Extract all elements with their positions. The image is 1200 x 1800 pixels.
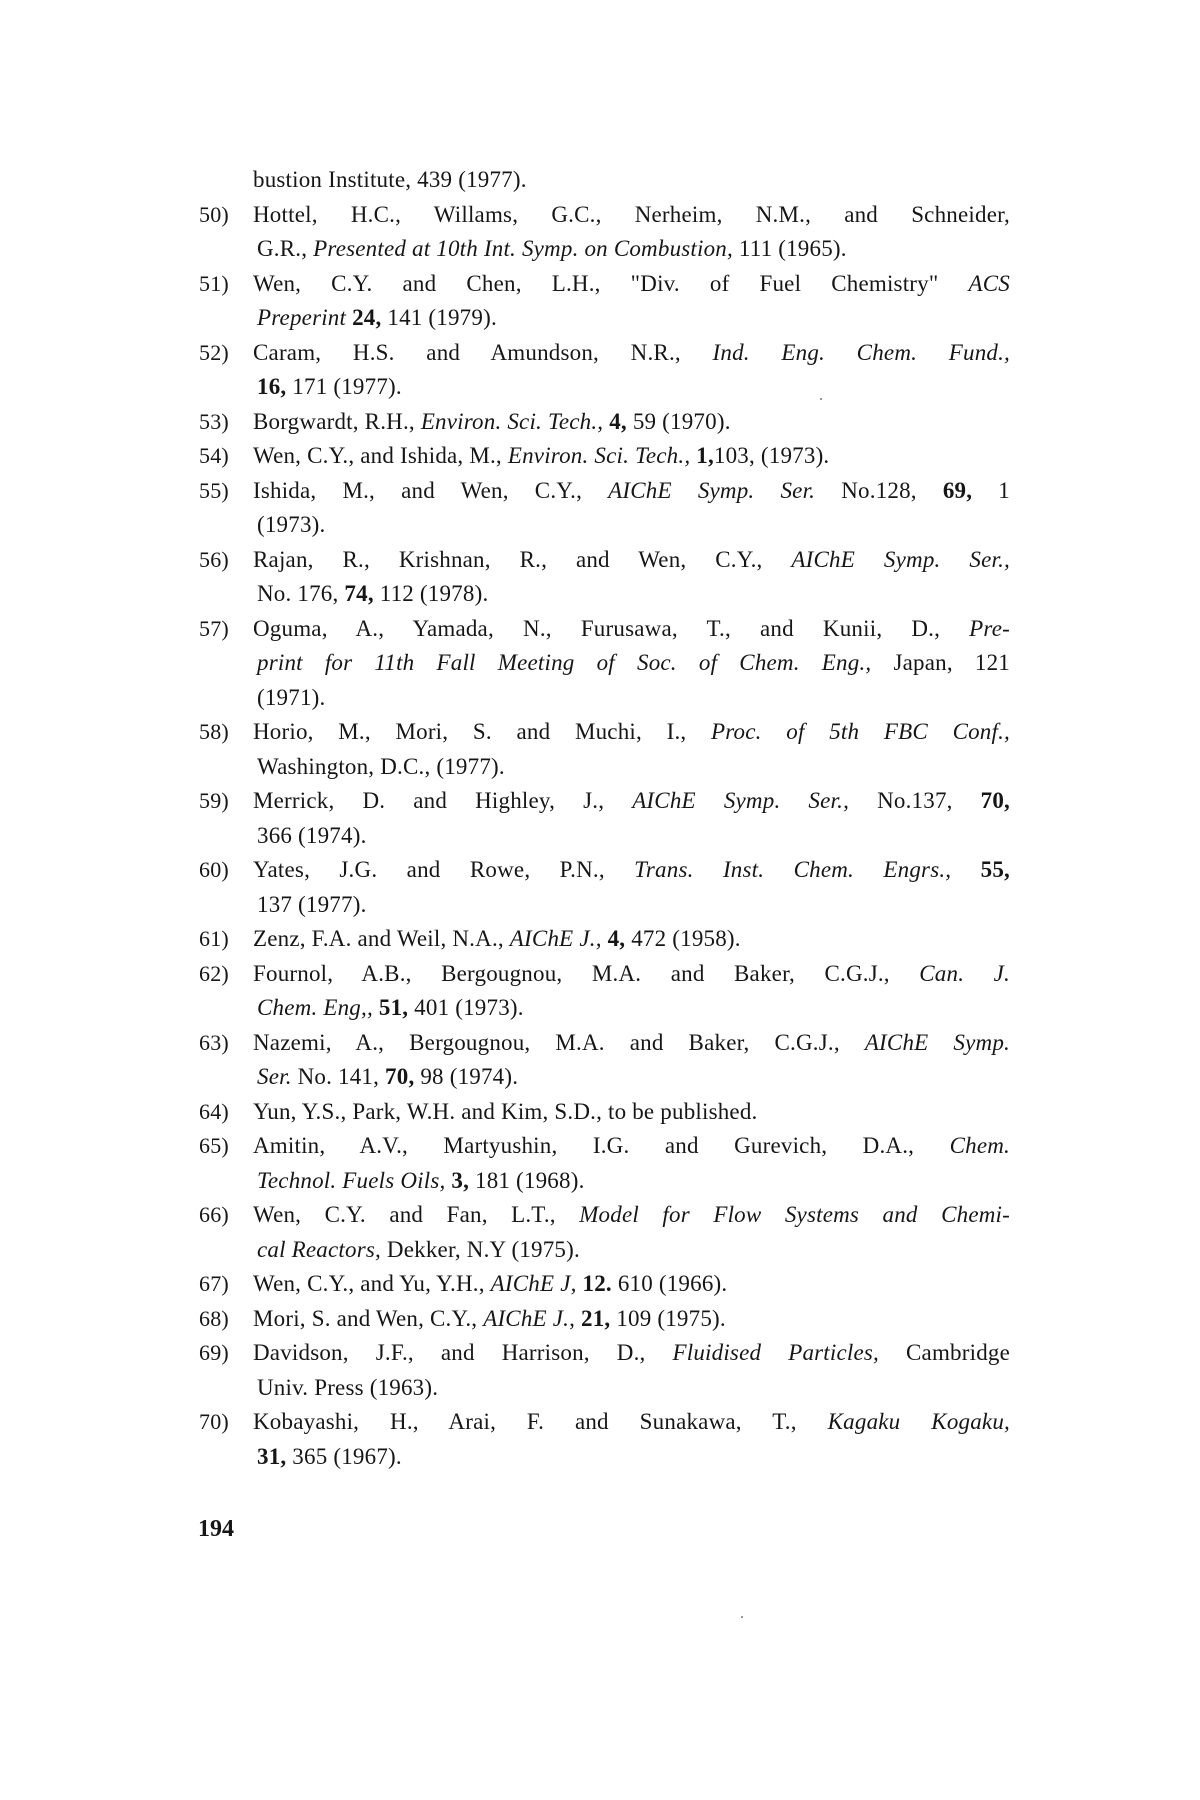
reference-italic-text: Technol. Fuels Oils, <box>257 1167 446 1193</box>
reference-entry <box>199 439 1010 474</box>
reference-text: Washington, D.C., (1977). <box>257 753 505 779</box>
reference-number: 52) <box>199 339 229 365</box>
reference-italic-text: Presented at 10th Int. Symp. on Combustion, <box>313 236 733 261</box>
reference-number: 56) <box>199 546 229 572</box>
reference-volume: 31, <box>257 1443 287 1469</box>
reference-italic-text: AIChE J, <box>490 1271 577 1296</box>
reference-line <box>253 370 1010 405</box>
reference-italic-text: Ser. <box>257 1064 292 1089</box>
reference-entry <box>253 163 1010 198</box>
reference-italic-text: AIChE Symp. Ser., <box>791 546 1010 572</box>
reference-italic-text: Trans. Inst. Chem. Engrs., <box>634 857 952 882</box>
reference-text: (1973). <box>257 512 326 537</box>
reference-line <box>253 819 1010 854</box>
reference-text: Wen, C.Y., and Ishida, M., <box>253 443 508 468</box>
reference-volume: 16, <box>257 374 287 399</box>
reference-entry <box>199 1198 1010 1267</box>
reference-italic-text: Ind. Eng. Chem. Fund., <box>712 339 1010 365</box>
reference-volume: 69, <box>942 477 973 503</box>
reference-text: Merrick, D. and Highley, J., <box>253 788 633 813</box>
reference-line <box>199 474 1010 509</box>
reference-text: Borgwardt, R.H., <box>253 408 421 434</box>
reference-number: 55) <box>199 477 229 503</box>
reference-number: 58) <box>199 719 229 744</box>
reference-line <box>199 405 1010 440</box>
reference-line <box>199 1198 1010 1233</box>
reference-text: bustion Institute, 439 (1977). <box>253 167 527 192</box>
reference-line <box>199 336 1010 371</box>
reference-text: (1971). <box>257 684 326 710</box>
reference-line <box>199 1095 1010 1130</box>
reference-line <box>253 1371 1010 1406</box>
reference-text: Caram, H.S. and Amundson, N.R., <box>253 339 713 365</box>
reference-line <box>199 853 1011 888</box>
reference-number: 64) <box>199 1098 229 1124</box>
reference-line <box>253 1060 1010 1095</box>
reference-line <box>253 301 1010 336</box>
reference-italic-text: Chem. <box>949 1133 1010 1158</box>
reference-line <box>199 1267 1010 1302</box>
reference-text: No.128, <box>815 477 943 503</box>
reference-text: Kobayashi, H., Arai, F. and Sunakawa, T., <box>253 1409 828 1434</box>
reference-text: 401 (1973). <box>408 995 524 1020</box>
reference-line <box>199 957 1010 992</box>
reference-entry <box>199 1026 1010 1095</box>
reference-text: Dekker, N.Y (1975). <box>380 1236 580 1262</box>
reference-volume: 4, <box>609 408 627 434</box>
reference-line <box>199 439 1010 474</box>
reference-line <box>253 508 1010 543</box>
reference-text: Rajan, R., Krishnan, R., and Wen, C.Y., <box>253 546 792 572</box>
reference-entry <box>199 922 1010 957</box>
reference-text: 98 (1974). <box>414 1064 519 1089</box>
reference-entry <box>199 1129 1010 1198</box>
reference-number: 69) <box>199 1340 229 1365</box>
reference-text: Japan, 121 <box>871 650 1011 675</box>
reference-line <box>199 267 1010 302</box>
reference-entry <box>199 1267 1010 1302</box>
reference-text: 141 (1979). <box>381 305 497 330</box>
reference-text: 112 (1978). <box>373 581 489 606</box>
reference-italic-text: Preperint <box>257 305 347 330</box>
reference-entry <box>199 543 1010 612</box>
reference-italic-text: print for 11th Fall Meeting of Soc. of Chem. Eng., <box>257 650 872 675</box>
reference-volume: 70, <box>980 788 1010 813</box>
reference-text: No. 141, <box>291 1064 386 1089</box>
reference-number: 66) <box>199 1202 229 1227</box>
reference-line <box>253 750 1010 785</box>
reference-line <box>199 543 1010 578</box>
reference-text: 181 (1968). <box>469 1167 585 1193</box>
reference-text: Mori, S. and Wen, C.Y., <box>253 1305 484 1331</box>
reference-text: Horio, M., Mori, S. and Muchi, I., <box>253 719 712 744</box>
reference-text: Davidson, J.F., and Harrison, D., <box>253 1340 673 1365</box>
reference-text: 610 (1966). <box>611 1271 728 1296</box>
reference-volume: 74, <box>344 581 374 606</box>
reference-entry <box>199 612 1011 716</box>
reference-italic-text: Proc. of 5th FBC Conf., <box>711 719 1010 744</box>
reference-entry <box>199 1336 1010 1405</box>
reference-volume: 4, <box>607 926 626 951</box>
reference-text: 365 (1967). <box>286 1443 402 1469</box>
reference-line <box>199 198 1010 233</box>
reference-line <box>253 991 1010 1026</box>
reference-number: 59) <box>199 788 229 813</box>
reference-line <box>253 681 1010 716</box>
reference-line <box>199 612 1010 647</box>
reference-text: Cambridge <box>878 1340 1010 1365</box>
reference-line <box>199 784 1010 819</box>
reference-line <box>253 1233 1010 1268</box>
reference-line <box>253 888 1010 923</box>
reference-entry <box>199 1405 1010 1474</box>
reference-text: Yates, J.G. and Rowe, P.N., <box>253 857 635 882</box>
reference-line <box>199 1302 1010 1337</box>
reference-volume: 1, <box>696 443 714 468</box>
reference-text: G.R., <box>257 236 314 261</box>
reference-line <box>253 577 1010 612</box>
reference-text: Ishida, M., and Wen, C.Y., <box>253 477 609 503</box>
reference-line <box>253 646 1010 681</box>
reference-volume: 12. <box>582 1271 612 1296</box>
reference-text: 137 (1977). <box>257 891 367 917</box>
reference-text: 1 <box>972 477 1010 503</box>
reference-italic-text: Can. J. <box>919 960 1010 986</box>
reference-entry <box>199 715 1010 784</box>
reference-number: 54) <box>199 443 229 468</box>
reference-text: Wen, C.Y. and Fan, L.T., <box>253 1202 580 1227</box>
reference-line <box>253 1440 1010 1475</box>
reference-italic-text: Pre- <box>969 615 1010 641</box>
reference-italic-text: Environ. Sci. Tech., <box>420 408 604 434</box>
reference-italic-text: AIChE Symp. Ser. <box>608 477 816 503</box>
scan-speck <box>820 398 822 400</box>
reference-italic-text: ACS <box>968 270 1010 296</box>
reference-italic-text: AIChE J., <box>483 1305 576 1331</box>
reference-entry <box>199 198 1010 267</box>
reference-line <box>253 1164 1010 1199</box>
page-number: 194 <box>198 1516 234 1542</box>
reference-entry <box>199 1095 1010 1130</box>
reference-number: 50) <box>199 201 229 227</box>
reference-text: No.137, <box>849 788 981 813</box>
reference-line <box>253 232 1010 267</box>
reference-volume: 70, <box>385 1064 415 1089</box>
reference-text <box>951 857 980 882</box>
reference-text: Univ. Press (1963). <box>257 1374 439 1400</box>
reference-number: 70) <box>199 1409 229 1434</box>
reference-number: 65) <box>199 1133 229 1158</box>
reference-italic-text: Model for Flow Systems and Chemi- <box>579 1202 1010 1227</box>
reference-text: 103, (1973). <box>713 443 830 468</box>
reference-entry <box>199 1302 1010 1337</box>
reference-text: Zenz, F.A. and Weil, N.A., <box>253 926 510 951</box>
reference-number: 53) <box>199 408 229 434</box>
reference-entry <box>199 267 1010 336</box>
reference-line <box>199 1026 1010 1061</box>
reference-entry <box>199 784 1010 853</box>
reference-volume: 51, <box>378 995 409 1020</box>
reference-number: 61) <box>199 926 229 951</box>
reference-text: 171 (1977). <box>286 374 402 399</box>
reference-entry <box>199 405 1010 440</box>
reference-text: Yun, Y.S., Park, W.H. and Kim, S.D., to be published. <box>253 1098 758 1124</box>
reference-volume: 24, <box>352 305 382 330</box>
reference-text: 472 (1958). <box>625 926 741 951</box>
reference-number: 51) <box>199 270 229 296</box>
reference-italic-text: Fluidised Particles, <box>672 1340 879 1365</box>
reference-line <box>199 1129 1010 1164</box>
reference-number: 60) <box>199 857 229 882</box>
reference-text: Hottel, H.C., Willams, G.C., Nerheim, N.M., and Schneider, <box>253 201 1010 227</box>
reference-italic-text: AIChE Symp. Ser., <box>632 788 850 813</box>
reference-line <box>199 1405 1010 1440</box>
reference-entry <box>199 336 1010 405</box>
reference-number: 57) <box>199 615 229 641</box>
reference-line <box>253 163 1010 198</box>
reference-entry <box>199 853 1011 922</box>
reference-volume: 21, <box>581 1305 611 1331</box>
reference-text: Amitin, A.V., Martyushin, I.G. and Gurevich, D.A., <box>253 1133 950 1158</box>
reference-line <box>199 715 1010 750</box>
reference-number: 67) <box>199 1271 229 1296</box>
reference-volume: 3, <box>451 1167 470 1193</box>
reference-volume: 55, <box>980 857 1011 882</box>
reference-italic-text: AIChE Symp. <box>864 1029 1010 1055</box>
reference-entry <box>199 957 1010 1026</box>
reference-line <box>199 1336 1010 1371</box>
reference-text: No. 176, <box>257 581 345 606</box>
reference-italic-text: Environ. Sci. Tech., <box>507 443 691 468</box>
reference-text: Oguma, A., Yamada, N., Furusawa, T., and Kunii, D., <box>253 615 970 641</box>
reference-number: 62) <box>199 960 229 986</box>
reference-text: Fournol, A.B., Bergougnou, M.A. and Baker, C.G.J., <box>253 960 920 986</box>
reference-number: 63) <box>199 1029 229 1055</box>
reference-italic-text: Kagaku Kogaku, <box>827 1409 1010 1434</box>
reference-number: 68) <box>199 1305 229 1331</box>
reference-italic-text: Chem. Eng,, <box>257 995 373 1020</box>
reference-text: 59 (1970). <box>626 408 731 434</box>
reference-text: Wen, C.Y., and Yu, Y.H., <box>253 1271 491 1296</box>
reference-text: 366 (1974). <box>257 822 367 848</box>
reference-entry <box>199 474 1010 543</box>
reference-text: 111 (1965). <box>732 236 847 261</box>
reference-text: Wen, C.Y. and Chen, L.H., "Div. of Fuel Chemistry" <box>253 270 969 296</box>
reference-list <box>199 163 1011 1474</box>
reference-text: 109 (1975). <box>610 1305 726 1331</box>
reference-text: Nazemi, A., Bergougnou, M.A. and Baker, C.G.J., <box>253 1029 865 1055</box>
reference-italic-text: cal Reactors, <box>257 1236 381 1262</box>
reference-italic-text: AIChE J., <box>509 926 602 951</box>
reference-line <box>199 922 1010 957</box>
scan-speck <box>741 1616 743 1618</box>
